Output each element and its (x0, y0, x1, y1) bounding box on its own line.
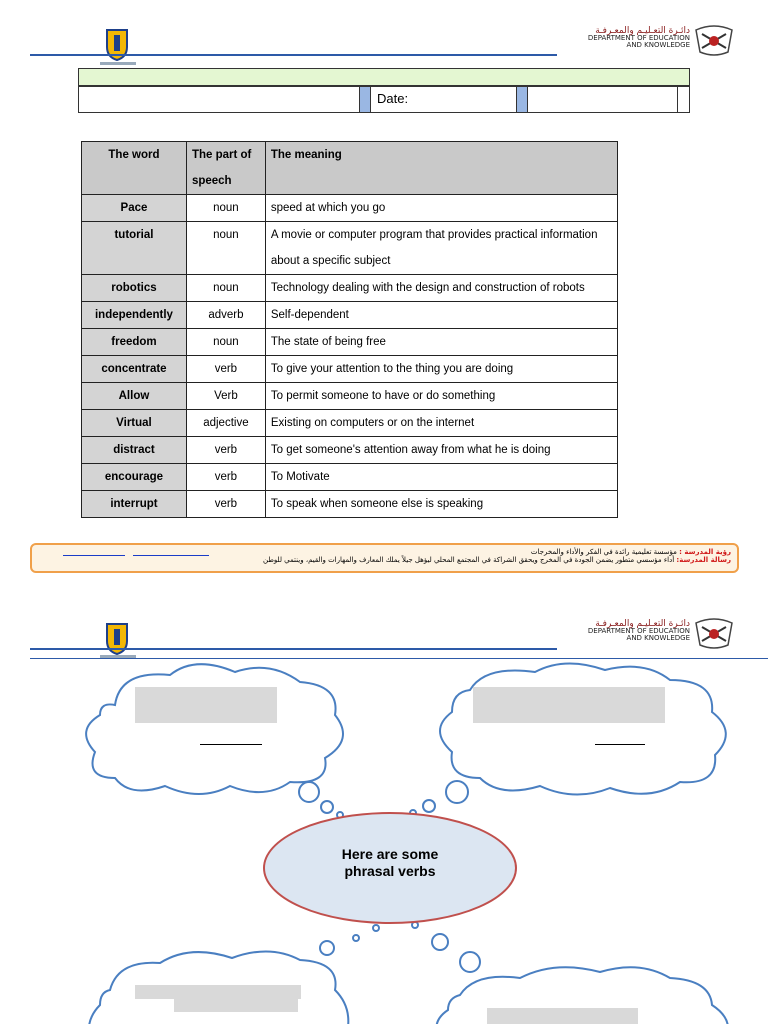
header-rule (30, 648, 557, 650)
name-field[interactable] (79, 87, 359, 112)
pos-cell: adverb (186, 302, 265, 329)
meaning-cell: Self-dependent (265, 302, 617, 329)
pos-cell: Verb (186, 383, 265, 410)
table-row (82, 356, 618, 383)
answer-box-top-right[interactable] (473, 687, 665, 723)
table-row (82, 383, 618, 410)
school-logo-caption (100, 62, 136, 65)
word-cell: tutorial (82, 222, 187, 275)
pos-cell: verb (186, 464, 265, 491)
word-cell: Allow (82, 383, 187, 410)
thought-bubble (432, 934, 448, 950)
header-word: The word (82, 142, 187, 195)
word-cell: independently (82, 302, 187, 329)
vocab-table (81, 141, 618, 518)
school-mission-box (30, 543, 739, 573)
word-cell: interrupt (82, 491, 187, 518)
center-line-2: phrasal verbs (344, 863, 436, 879)
thought-bubble (353, 935, 359, 941)
header-part-of-speech: The part of speech (186, 142, 265, 195)
word-cell: encourage (82, 464, 187, 491)
message-line (38, 556, 731, 564)
pos-cell: noun (186, 195, 265, 222)
vision-label: رؤية المدرسة : (679, 548, 731, 556)
thought-bubble (460, 952, 480, 972)
name-date-row (78, 86, 690, 113)
department-line1: DEPARTMENT OF EDUCATION (587, 627, 690, 635)
department-line2: AND KNOWLEDGE (626, 634, 690, 642)
mission-link-line (63, 555, 125, 556)
center-line-1: Here are some (341, 846, 439, 862)
word-cell: robotics (82, 275, 187, 302)
meaning-cell: To speak when someone else is speaking (265, 491, 617, 518)
date-field[interactable] (529, 87, 678, 112)
department-logo-text (560, 621, 690, 642)
table-row (82, 275, 618, 302)
pos-cell: noun (186, 222, 265, 275)
vision-text: مؤسسة تعليمية رائدة في الفكر والأداء والمخرجات (530, 548, 677, 556)
answer-line (200, 744, 262, 745)
center-title (300, 846, 480, 880)
pos-cell: adjective (186, 410, 265, 437)
answer-box-bottom-left[interactable] (135, 985, 301, 999)
answer-box-top-left[interactable] (135, 687, 277, 723)
table-row (82, 491, 618, 518)
word-cell: distract (82, 437, 187, 464)
meaning-cell: speed at which you go (265, 195, 617, 222)
answer-line (595, 744, 645, 745)
department-line1: DEPARTMENT OF EDUCATION (587, 34, 690, 42)
department-logo-text (560, 28, 690, 49)
thought-bubble (446, 781, 468, 803)
pos-cell: verb (186, 356, 265, 383)
table-row (82, 464, 618, 491)
thought-bubble (423, 800, 435, 812)
table-row (82, 195, 618, 222)
meaning-cell: To Motivate (265, 464, 617, 491)
header-rule (30, 54, 557, 56)
meaning-cell: The state of being free (265, 329, 617, 356)
header-meaning: The meaning (265, 142, 617, 195)
thought-bubble (320, 941, 334, 955)
word-cell: freedom (82, 329, 187, 356)
table-header-row (82, 142, 618, 195)
meaning-cell: To give your attention to the thing you are doing (265, 356, 617, 383)
thought-bubble (373, 925, 379, 931)
date-divider (516, 87, 528, 112)
thought-cloud-top-right (440, 663, 726, 794)
emblem-icon (692, 24, 736, 61)
message-text: أداء مؤسسي متطور يضمن الجودة في المخرج ويحقق الشراكة في المجتمع المحلي ليؤهل جيلاً يملك المعارف والمهارات والقيم، وينتمي للوطن (262, 556, 675, 564)
title-bar (78, 68, 690, 86)
mission-link-line (133, 555, 209, 556)
pos-cell: verb (186, 437, 265, 464)
date-label: Date: (377, 91, 409, 106)
word-cell: Pace (82, 195, 187, 222)
table-row (82, 222, 618, 275)
meaning-cell: To permit someone to have or do something (265, 383, 617, 410)
table-row (82, 302, 618, 329)
table-row (82, 410, 618, 437)
pos-cell: noun (186, 275, 265, 302)
meaning-cell: Technology dealing with the design and construction of robots (265, 275, 617, 302)
department-arabic: دائـرة التعـليـم والمعـرفـة (595, 26, 690, 36)
meaning-cell: Existing on computers or on the internet (265, 410, 617, 437)
answer-box-bottom-right[interactable] (487, 1008, 638, 1024)
pos-cell: verb (186, 491, 265, 518)
answer-box-bottom-left[interactable] (174, 999, 298, 1012)
header-rule-thin (30, 658, 768, 659)
pos-cell: noun (186, 329, 265, 356)
name-divider (359, 87, 371, 112)
thought-bubble (321, 801, 333, 813)
message-label: رسالة المدرسة: (676, 556, 731, 564)
table-row (82, 329, 618, 356)
thought-cloud-top-left (86, 664, 343, 794)
table-row (82, 437, 618, 464)
meaning-cell: A movie or computer program that provides practical information about a specific subject (265, 222, 617, 275)
department-line2: AND KNOWLEDGE (626, 41, 690, 49)
meaning-cell: To get someone's attention away from what he is doing (265, 437, 617, 464)
department-arabic: دائـرة التعـليـم والمعـرفـة (595, 619, 690, 629)
thought-bubble (299, 782, 319, 802)
emblem-icon (692, 617, 736, 654)
word-cell: concentrate (82, 356, 187, 383)
word-cell: Virtual (82, 410, 187, 437)
